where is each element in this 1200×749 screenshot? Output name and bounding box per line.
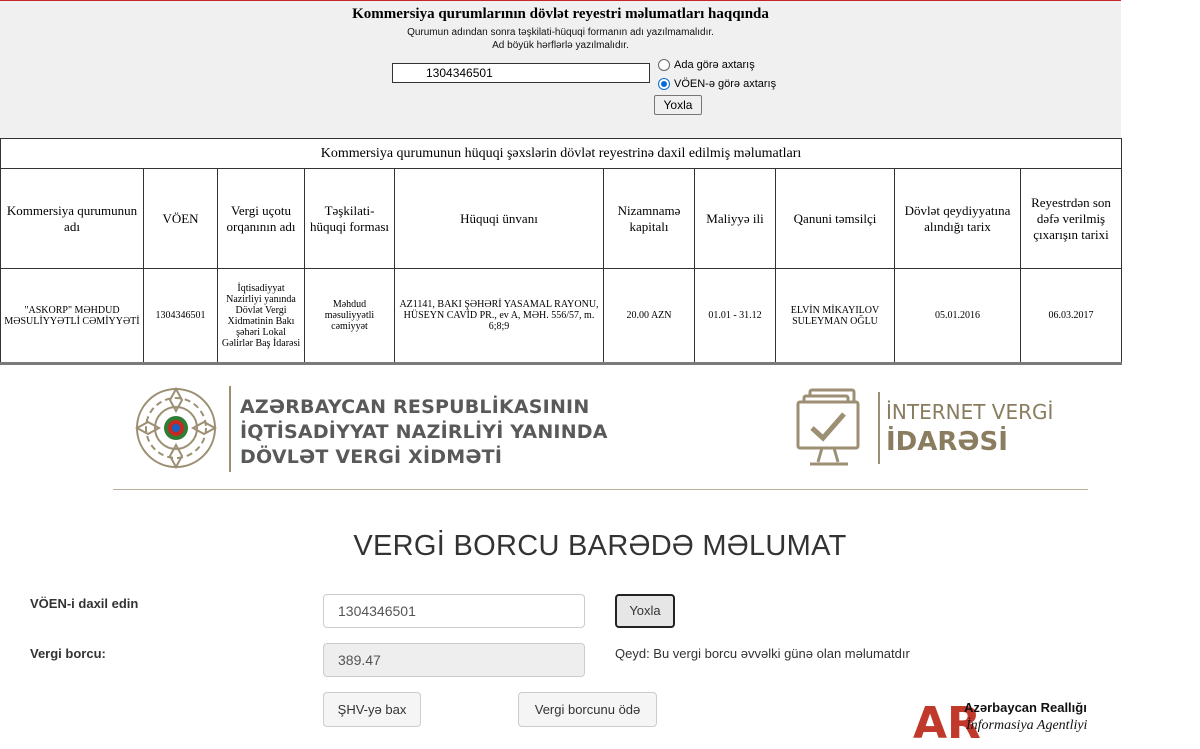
registry-search-panel bbox=[0, 0, 1121, 138]
header-fiscal-year: Maliyyə ili bbox=[695, 169, 776, 269]
voen-label: VÖEN-i daxil edin bbox=[30, 596, 139, 611]
table-caption: Kommersiya qurumunun hüquqi şəxslərin dövlət reyestrinə daxil edilmiş məlumatları bbox=[1, 139, 1122, 169]
voen-input[interactable]: 1304346501 bbox=[323, 594, 585, 628]
registry-result-table bbox=[0, 138, 1122, 365]
tax-debt-label: Vergi borcu: bbox=[30, 646, 106, 661]
radio-search-by-name[interactable] bbox=[658, 59, 755, 71]
watermark-name: Azərbaycan Reallığı bbox=[964, 700, 1087, 715]
ivi-divider bbox=[878, 392, 880, 464]
tax-debt-field: 389.47 bbox=[323, 643, 585, 677]
registry-note-1: Qurumun adından sonra təşkilati-hüquqi formanın adı yazılmamalıdır. bbox=[407, 27, 714, 38]
cell-company-name: "ASKORP" MƏHDUD MƏSULİYYƏTLİ CƏMİYYƏTİ bbox=[1, 269, 144, 364]
radio-by-name-label: Ada görə axtarış bbox=[674, 59, 755, 71]
registry-check-button[interactable]: Yoxla bbox=[654, 95, 702, 115]
radio-by-voen-label: VÖEN-ə görə axtarış bbox=[674, 78, 777, 90]
table-row bbox=[1, 269, 1122, 364]
registry-title: Kommersiya qurumlarının dövlət reyestri məlumatları haqqında bbox=[352, 6, 769, 22]
header-legal-representative: Qanuni təmsilçi bbox=[776, 169, 895, 269]
brand-line-1: AZƏRBAYCAN RESPUBLİKASININ bbox=[240, 396, 590, 418]
header-registration-date: Dövlət qeydiyyatına alındığı tarix bbox=[895, 169, 1021, 269]
header-last-extract-date: Reyestrdən son dəfə verilmiş çıxarışın tarixi bbox=[1021, 169, 1122, 269]
header-tax-authority: Vergi uçotu orqanının adı bbox=[218, 169, 305, 269]
monitor-checkmark-icon bbox=[796, 388, 874, 470]
cell-legal-representative: ELVİN MİKAYILOV SULEYMAN OĞLU bbox=[776, 269, 895, 364]
cell-tax-authority: İqtisadiyyat Nazirliyi yanında Dövlət Vergi Xidmətinin Bakı şəhəri Lokal Gəlirlər Baş İdarəsi bbox=[218, 269, 305, 364]
registry-search-input[interactable]: 1304346501 bbox=[392, 63, 650, 83]
cell-charter-capital: 20.00 AZN bbox=[604, 269, 695, 364]
cell-last-extract-date: 06.03.2017 bbox=[1021, 269, 1122, 364]
brand-line-2: İQTİSADİYYAT NAZİRLİYİ YANINDA bbox=[240, 421, 608, 443]
header-voen: VÖEN bbox=[144, 169, 218, 269]
brand-line-3: DÖVLƏT VERGİ XİDMƏTİ bbox=[240, 446, 503, 468]
cell-registration-date: 05.01.2016 bbox=[895, 269, 1021, 364]
header-company-name: Kommersiya qurumunun adı bbox=[1, 169, 144, 269]
radio-unchecked-icon bbox=[658, 59, 670, 71]
header-legal-form: Təşkilati-hüquqi forması bbox=[305, 169, 395, 269]
page-title: VERGİ BORCU BARƏDƏ MƏLUMAT bbox=[353, 530, 847, 562]
debt-note: Qeyd: Bu vergi borcu əvvəlki günə olan məlumatdır bbox=[615, 646, 910, 661]
header-rule bbox=[113, 489, 1088, 490]
pay-tax-debt-button[interactable]: Vergi borcunu ödə bbox=[518, 692, 657, 727]
registry-note-2: Ad böyük hərflərlə yazılmalıdır. bbox=[492, 40, 629, 51]
state-tax-service-emblem-icon bbox=[134, 386, 218, 470]
radio-checked-icon bbox=[658, 78, 670, 90]
cell-legal-address: AZ1141, BAKI ŞƏHƏRİ YASAMAL RAYONU, HÜSEYN CAVİD PR., ev A, MƏH. 556/57, m. 6;8;9 bbox=[395, 269, 604, 364]
azerbaycan-realligi-logo-icon bbox=[913, 698, 981, 749]
brand-divider bbox=[229, 386, 231, 472]
internet-tax-office-title-2: İDARƏSİ bbox=[886, 427, 1008, 457]
header-charter-capital: Nizamnamə kapitalı bbox=[604, 169, 695, 269]
table-header-row bbox=[1, 169, 1122, 269]
watermark-agency: İnformasiya Agentliyi bbox=[966, 718, 1088, 733]
view-shv-button[interactable]: ŞHV-yə bax bbox=[323, 692, 421, 727]
cell-voen: 1304346501 bbox=[144, 269, 218, 364]
radio-search-by-voen[interactable] bbox=[658, 78, 776, 90]
internet-tax-office-title-1: İNTERNET VERGİ bbox=[886, 400, 1054, 424]
cell-legal-form: Məhdud məsuliyyətli cəmiyyət bbox=[305, 269, 395, 364]
check-debt-button[interactable]: Yoxla bbox=[615, 594, 675, 628]
header-legal-address: Hüquqi ünvanı bbox=[395, 169, 604, 269]
ar-logo-letter-a: AR bbox=[913, 698, 981, 749]
cell-fiscal-year: 01.01 - 31.12 bbox=[695, 269, 776, 364]
